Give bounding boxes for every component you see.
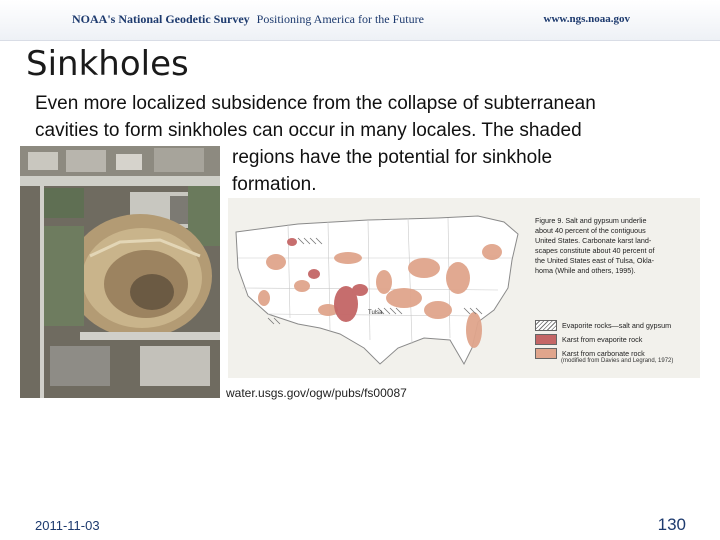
footer-date: 2011-11-03 <box>35 518 100 533</box>
sinkhole-photo-graphic <box>20 146 220 398</box>
org-tagline: Positioning America for the Future <box>256 12 424 26</box>
page-number: 130 <box>657 515 686 534</box>
legend-item-karst-evaporite <box>535 332 695 346</box>
legend-swatch <box>535 320 557 331</box>
legend-label: Karst from carbonate rock <box>562 348 645 358</box>
org-name: NOAA's National Geodetic Survey <box>72 12 250 26</box>
caption-line: scapes constitute about 40 percent of <box>535 246 655 255</box>
map-legend <box>535 318 695 364</box>
legend-note: (modified from Davies and Legrand, 1972) <box>561 358 674 364</box>
sinkhole-aerial-photo <box>20 146 220 398</box>
map-label-tulsa: Tulsa <box>368 310 383 316</box>
header-bar <box>0 0 720 41</box>
legend-label: Karst from evaporite rock <box>562 334 643 344</box>
legend-swatch <box>535 348 557 359</box>
header-url[interactable]: www.ngs.noaa.gov <box>543 13 630 25</box>
source-link[interactable]: water.usgs.gov/ogw/pubs/fs00087 <box>226 386 407 400</box>
body-line-1: Even more localized subsidence from the collapse of subterranean <box>35 93 596 114</box>
caption-line: United States. Carbonate karst land- <box>535 236 652 245</box>
caption-line: the United States east of Tulsa, Okla- <box>535 256 655 265</box>
slide-title: Sinkholes <box>26 44 189 84</box>
header-org <box>72 12 424 27</box>
us-karst-map <box>228 198 528 378</box>
caption-line: about 40 percent of the contiguous <box>535 226 646 235</box>
caption-line: Figure 9. Salt and gypsum underlie <box>535 216 647 225</box>
body-line-4: formation. <box>232 174 317 195</box>
body-line-3: regions have the potential for sinkhole <box>232 147 553 168</box>
body-line-2: cavities to form sinkholes can occur in many locales. The shaded <box>35 120 582 141</box>
legend-label: Evaporite rocks—salt and gypsum <box>562 320 672 330</box>
legend-item-evaporite <box>535 318 695 332</box>
legend-swatch <box>535 334 557 345</box>
caption-line: homa (While and others, 1995). <box>535 266 636 275</box>
figure-caption <box>535 216 695 276</box>
